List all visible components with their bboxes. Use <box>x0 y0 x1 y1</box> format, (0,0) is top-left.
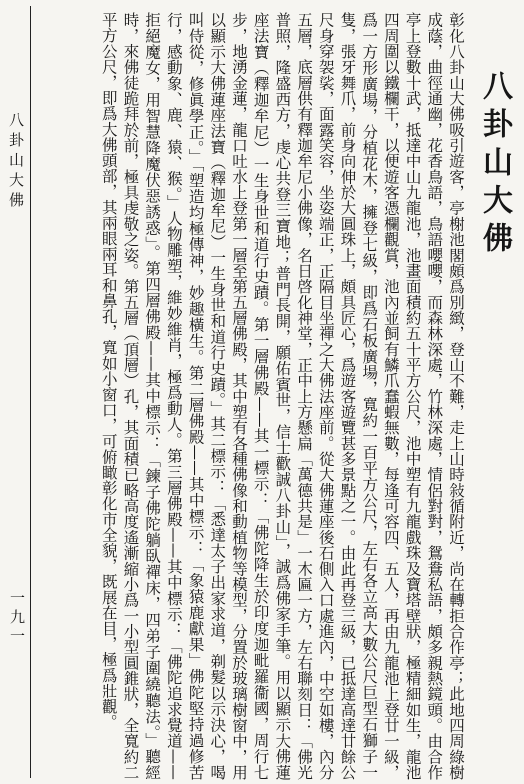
margin-rule <box>30 6 31 778</box>
body-text <box>97 12 466 780</box>
running-head: 八卦山大佛 <box>7 112 25 212</box>
page-number: 一九一 <box>8 590 26 647</box>
body-paragraph: 彰化八卦山大佛吸引遊客，亭榭池閣頗爲別緻，登山不難，走上山時敍循附近，尚在轉拒合作亭；此地四周綠樹成蔭，曲徑通幽，花香鳥語，鳥語嚶嚶，而森林深處，竹林深處，情侶對對，鴛鴦私語，頗多親熱鏡頭。由合作亭上登數十武，抵達中山九龍池，池畫面積約五十平方公尺，池中塑有九龍戲珠及寶塔壁狀，極精細如生，龍池四周圍以鐵欄干，以便遊客憑欄觀賞，池內並飼有鱗爪蠢蝦無數，每逢可容四、五人，再由九龍池上登廿一級，爲一方形廣場，分植花木，擁登七級，即爲石板廣場，寬約一百平方公尺，左右各立高大數公尺巨型石獅子一隻，張牙舞爪，前身向伸於大圓珠上，頗具匠心，爲遊客遊覽甚多景點之一。由此再登三級，已抵達高達廿餘公尺身穿袈裟，面露笑容，坐姿端正，正隔目坐禪之大佛法座前。從大佛蓮座後石側入口處進內，中空如樓，內分五層，底層供有釋迦牟尼小佛像，名日啓化神堂，正中上方懸扁「萬德共是」一木匾一方，左右聯刻日：「佛光普照，隆盛西方，虔心共登三寶地；普門長開，願佑賓世，信士歡誠八卦山」，誠爲佛家手筆。用以顯示大佛蓮座法寶（釋迦牟尼）一生身世和道行史蹟。第一層佛殿——其一標示：「佛陀降生於印度迦毗羅衞國，周行七步，地湧金蓮，龍口吐水上登第一層至第五層佛殿，其中塑有各種佛像和動植物等模型，分置於玻璃樹窗中，用以顯示大佛蓮座法寶（釋迦牟尼）一生身世和道行史蹟。」其二標示：「悉達太子出家求道，剃髮以示決心，喝叫侍從，修眞學正。」「塑造均極傳神，妙趣橫生。第二層佛殿——其中標示：「象猿鹿獻果」佛陀堅持過修苦行，感動象、鹿、猿、猴。」人物雕塑，維妙維肖，極爲動人。第三層佛殿——其中標示：「佛陀追求覺道——拒絕魔女，用智慧降魔伏惡誘惑」。第四層佛殿——其中標示：「鍊子佛陀躺臥禪床，四弟子圍繞聽法。」聽經時，來佛徒跪拜於前，極具虔敬之姿。第五層（頂層）孔，其面積已略高度遙漸縮小爲一小型圓錐狀，全寬約二平方公尺，即爲大佛頭部，其兩眼兩耳和鼻孔，寬如小窗口，可俯瞰彰化市全貌，既展在目，極爲壯觀。 <box>99 12 465 780</box>
chapter-title: 八卦山大佛 <box>477 70 512 260</box>
